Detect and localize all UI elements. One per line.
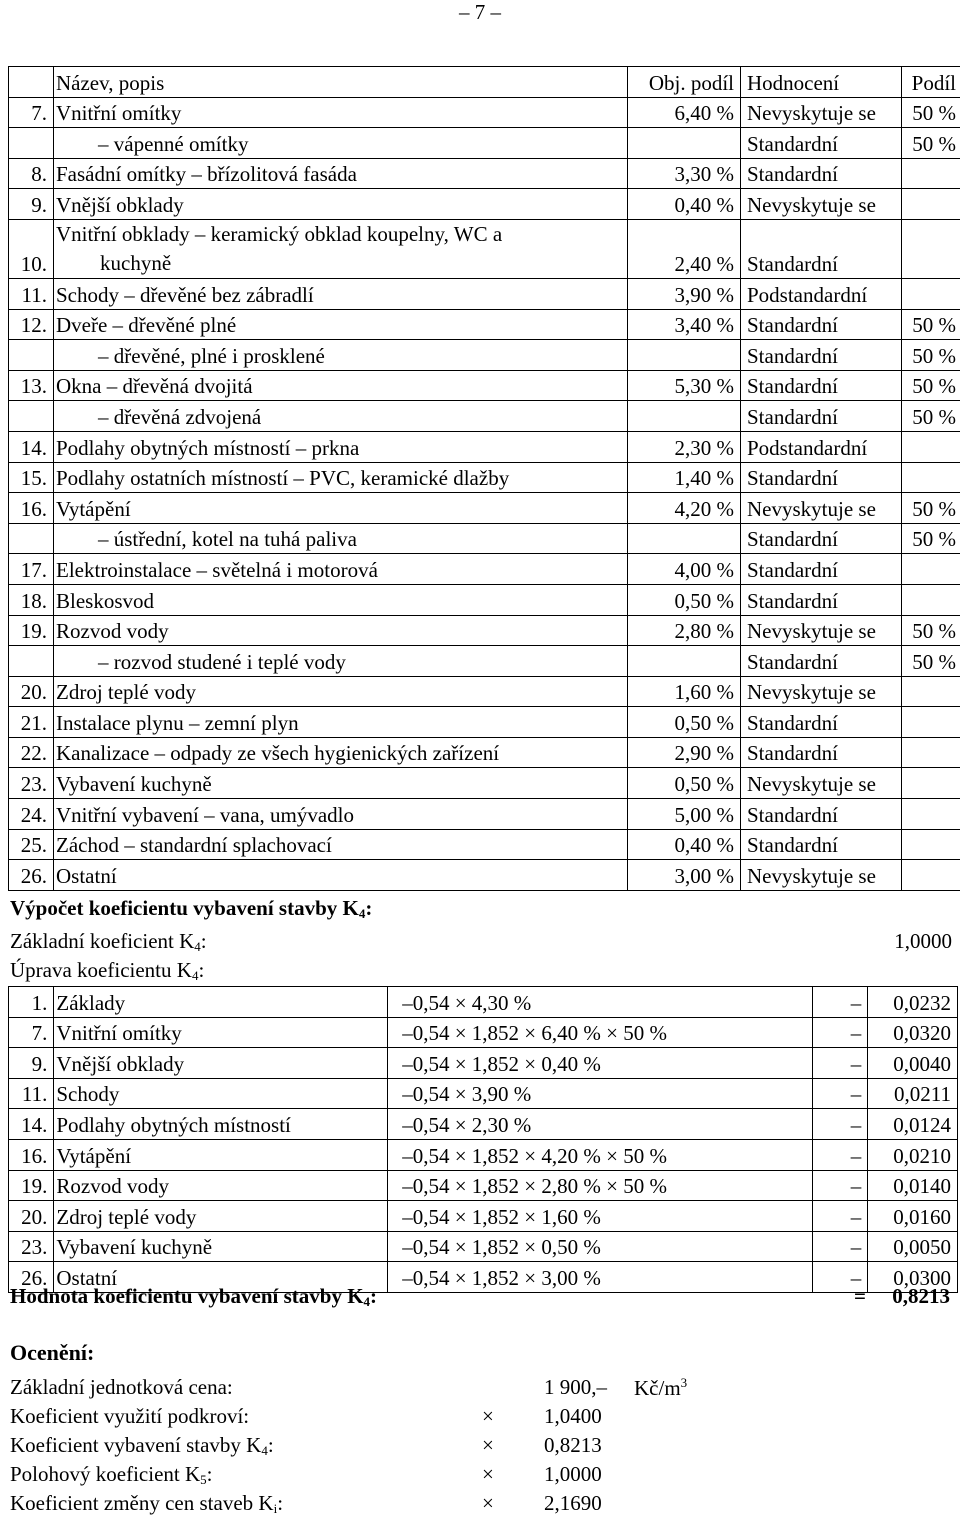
table-row [9, 189, 960, 220]
row-name: Rozvod vody [54, 615, 628, 646]
row-rating: Nevyskytuje se [741, 860, 902, 891]
adj-value: 0,0232 [868, 987, 958, 1018]
table-row [9, 309, 960, 340]
table-row [9, 987, 958, 1018]
adj-num: 16. [9, 1139, 54, 1170]
row-share: 5,00 % [628, 799, 741, 830]
row-rating: Standardní [741, 219, 902, 278]
row-num: 15. [9, 462, 54, 493]
row-share: 3,90 % [628, 278, 741, 309]
table-row [9, 1170, 958, 1201]
adj-name: Vytápění [54, 1139, 388, 1170]
row-part [902, 799, 960, 830]
oceneni-value: 0,8213 [544, 1433, 602, 1458]
row-rating: Standardní [741, 737, 902, 768]
row-part [902, 768, 960, 799]
row-part [902, 860, 960, 891]
k4-adj-label: Úprava koeficientu $K_4$: [10, 958, 204, 984]
row-rating: Standardní [741, 370, 902, 401]
row-share: 4,20 % [628, 493, 741, 524]
table-row [9, 370, 960, 401]
row-part [902, 158, 960, 189]
row-num: 26. [9, 860, 54, 891]
row-part: 50 % [902, 309, 960, 340]
table-row [9, 1048, 958, 1079]
row-name: Vytápění [54, 493, 628, 524]
adj-value: 0,0210 [868, 1139, 958, 1170]
adj-sign: – [812, 1262, 867, 1293]
adj-sign: – [812, 1078, 867, 1109]
adj-formula: –0,54 × 1,852 × 0,50 % [388, 1231, 813, 1262]
row-num: 7. [9, 97, 54, 128]
row-part: 50 % [902, 401, 960, 432]
row-name: Okna – dřevěná dvojitá [54, 370, 628, 401]
multiply-sign: × [482, 1462, 494, 1487]
row-num: 12. [9, 309, 54, 340]
row-rating: Standardní [741, 309, 902, 340]
row-name: Elektroinstalace – světelná i motorová [54, 554, 628, 585]
row-rating: Standardní [741, 401, 902, 432]
row-num: 14. [9, 431, 54, 462]
row-rating: Standardní [741, 158, 902, 189]
row-share: 6,40 % [628, 97, 741, 128]
row-num: 17. [9, 554, 54, 585]
row-share: 1,40 % [628, 462, 741, 493]
table-row [9, 493, 960, 524]
table-row [9, 1017, 958, 1048]
oceneni-value: 1 900,– [544, 1375, 607, 1400]
adj-name: Schody [54, 1078, 388, 1109]
table-row [9, 1139, 958, 1170]
row-name: Kanalizace – odpady ze všech hygienických zařízení [54, 737, 628, 768]
row-num: 21. [9, 707, 54, 738]
adj-formula: –0,54 × 1,852 × 1,60 % [388, 1201, 813, 1232]
adj-value: 0,0211 [868, 1078, 958, 1109]
row-share: 2,90 % [628, 737, 741, 768]
adj-formula: –0,54 × 1,852 × 4,20 % × 50 % [388, 1139, 813, 1170]
table-row [9, 676, 960, 707]
row-part: 50 % [902, 523, 960, 554]
row-name: Schody – dřevěné bez zábradlí [54, 278, 628, 309]
table-row [9, 799, 960, 830]
table-row [9, 278, 960, 309]
row-name: Vnější obklady [54, 189, 628, 220]
row-num [9, 128, 54, 159]
row-name: – dřevěné, plné i prosklené [54, 340, 628, 371]
row-share: 4,00 % [628, 554, 741, 585]
oceneni-label: Koeficient změny cen staveb $K_i$: [10, 1491, 283, 1517]
row-rating: Podstandardní [741, 431, 902, 462]
row-num: 24. [9, 799, 54, 830]
oceneni-label: Koeficient vybavení stavby $K_4$: [10, 1433, 274, 1459]
row-rating: Nevyskytuje se [741, 493, 902, 524]
k4-total-row [10, 1284, 950, 1310]
table-row [9, 401, 960, 432]
header-part: Podíl [902, 67, 960, 98]
row-share: 0,50 % [628, 584, 741, 615]
row-num [9, 401, 54, 432]
row-rating: Standardní [741, 340, 902, 371]
row-num [9, 646, 54, 677]
row-num: 16. [9, 493, 54, 524]
row-rating: Standardní [741, 462, 902, 493]
row-rating: Standardní [741, 799, 902, 830]
oceneni-unit: $Kč/m^3$ [634, 1375, 687, 1401]
k4-base-value: 1,0000 [894, 929, 952, 954]
row-rating: Standardní [741, 829, 902, 860]
row-num: 11. [9, 278, 54, 309]
row-rating: Nevyskytuje se [741, 97, 902, 128]
row-num: 22. [9, 737, 54, 768]
row-num [9, 523, 54, 554]
oceneni-row [10, 1491, 960, 1520]
adj-num: 7. [9, 1017, 54, 1048]
oceneni-label: Polohový koeficient $K_5$: [10, 1462, 212, 1488]
row-rating: Standardní [741, 646, 902, 677]
k4-total-value: 0,8213 [892, 1284, 950, 1309]
table-row [9, 97, 960, 128]
oceneni-label: Základní jednotková cena: [10, 1375, 233, 1400]
adj-num: 9. [9, 1048, 54, 1079]
row-name [54, 219, 628, 278]
table-row [9, 860, 960, 891]
adj-sign: – [812, 1231, 867, 1262]
table-row [9, 646, 960, 677]
row-part: 50 % [902, 615, 960, 646]
oceneni-value: 1,0000 [544, 1462, 602, 1487]
row-part [902, 737, 960, 768]
row-part [902, 676, 960, 707]
row-name: Vnitřní vybavení – vana, umývadlo [54, 799, 628, 830]
row-name: Fasádní omítky – břízolitová fasáda [54, 158, 628, 189]
row-part: 50 % [902, 646, 960, 677]
adj-value: 0,0320 [868, 1017, 958, 1048]
oceneni-row [10, 1433, 960, 1462]
oceneni-row [10, 1462, 960, 1491]
adj-sign: – [812, 1109, 867, 1140]
row-rating: Standardní [741, 554, 902, 585]
row-name: Vnitřní omítky [54, 97, 628, 128]
row-name: Záchod – standardní splachovací [54, 829, 628, 860]
table-row [9, 158, 960, 189]
multiply-sign: × [482, 1491, 494, 1516]
row-share [628, 646, 741, 677]
page-number: – 7 – [0, 0, 960, 24]
row-num [9, 340, 54, 371]
row-share: 2,30 % [628, 431, 741, 462]
row-share: 3,30 % [628, 158, 741, 189]
row-name: – ústřední, kotel na tuhá paliva [54, 523, 628, 554]
table-row [9, 1201, 958, 1232]
table-row [9, 737, 960, 768]
table-row [9, 219, 960, 278]
adj-num: 1. [9, 987, 54, 1018]
header-name: Název, popis [54, 67, 628, 98]
row-rating: Standardní [741, 523, 902, 554]
table-row [9, 1231, 958, 1262]
adj-value: 0,0124 [868, 1109, 958, 1140]
row-num: 20. [9, 676, 54, 707]
adj-sign: – [812, 1048, 867, 1079]
table-row [9, 554, 960, 585]
row-rating: Nevyskytuje se [741, 615, 902, 646]
table-row [9, 829, 960, 860]
adj-num: 26. [9, 1262, 54, 1293]
adj-sign: – [812, 1139, 867, 1170]
adj-formula: –0,54 × 1,852 × 2,80 % × 50 % [388, 1170, 813, 1201]
header-rating: Hodnocení [741, 67, 902, 98]
row-share: 2,80 % [628, 615, 741, 646]
table-row [9, 523, 960, 554]
adj-name: Vybavení kuchyně [54, 1231, 388, 1262]
row-rating: Standardní [741, 707, 902, 738]
row-part: 50 % [902, 340, 960, 371]
k4-title: Výpočet koeficientu vybavení stavby $K_4$: [10, 896, 372, 922]
row-part [902, 219, 960, 278]
table-row [9, 1078, 958, 1109]
row-num: 25. [9, 829, 54, 860]
adj-num: 19. [9, 1170, 54, 1201]
oceneni-title: Ocenění: [10, 1340, 94, 1366]
row-share: 0,40 % [628, 189, 741, 220]
adj-formula: –0,54 × 1,852 × 0,40 % [388, 1048, 813, 1079]
adj-sign: – [812, 1170, 867, 1201]
row-rating: Nevyskytuje se [741, 676, 902, 707]
row-part [902, 584, 960, 615]
table-row [9, 1109, 958, 1140]
row-name: Bleskosvod [54, 584, 628, 615]
row-share: 2,40 % [628, 219, 741, 278]
multiply-sign: × [482, 1404, 494, 1429]
row-name: Podlahy obytných místností – prkna [54, 431, 628, 462]
adj-num: 11. [9, 1078, 54, 1109]
adj-name: Podlahy obytných místností [54, 1109, 388, 1140]
adj-sign: – [812, 987, 867, 1018]
table-row [9, 431, 960, 462]
adj-value: 0,0140 [868, 1170, 958, 1201]
row-name: – rozvod studené i teplé vody [54, 646, 628, 677]
adj-name: Zdroj teplé vody [54, 1201, 388, 1232]
row-rating: Nevyskytuje se [741, 189, 902, 220]
row-name-line2: kuchyně [56, 249, 625, 278]
table-row [9, 340, 960, 371]
row-name: Vybavení kuchyně [54, 768, 628, 799]
row-share: 0,40 % [628, 829, 741, 860]
row-part [902, 431, 960, 462]
row-part [902, 554, 960, 585]
row-rating: Podstandardní [741, 278, 902, 309]
adj-num: 20. [9, 1201, 54, 1232]
row-part [902, 462, 960, 493]
row-name: – dřevěná zdvojená [54, 401, 628, 432]
building-elements-table [8, 66, 960, 891]
adj-num: 14. [9, 1109, 54, 1140]
adj-value: 0,0050 [868, 1231, 958, 1262]
table-row [9, 768, 960, 799]
row-num: 10. [9, 219, 54, 278]
row-name-line1: Vnitřní obklady – keramický obklad koupelny, WC a [56, 220, 625, 249]
row-num: 9. [9, 189, 54, 220]
adj-sign: – [812, 1017, 867, 1048]
row-part [902, 707, 960, 738]
row-num: 13. [9, 370, 54, 401]
adj-value: 0,0300 [868, 1262, 958, 1293]
row-share: 3,00 % [628, 860, 741, 891]
row-share: 5,30 % [628, 370, 741, 401]
row-num: 8. [9, 158, 54, 189]
row-share [628, 401, 741, 432]
adj-formula: –0,54 × 3,90 % [388, 1078, 813, 1109]
k4-base-label: Základní koeficient $K_4$: [10, 929, 207, 955]
header-num [9, 67, 54, 98]
row-share: 3,40 % [628, 309, 741, 340]
k4-total-label: Hodnota koeficientu vybavení stavby $K_4$: [10, 1284, 377, 1308]
table-row [9, 615, 960, 646]
k4-adjustment-table [8, 986, 958, 1293]
row-part [902, 278, 960, 309]
adj-value: 0,0040 [868, 1048, 958, 1079]
oceneni-value: 2,1690 [544, 1491, 602, 1516]
table-row [9, 128, 960, 159]
header-share: Obj. podíl [628, 67, 741, 98]
adj-formula: –0,54 × 2,30 % [388, 1109, 813, 1140]
row-name: Zdroj teplé vody [54, 676, 628, 707]
row-part: 50 % [902, 370, 960, 401]
row-part: 50 % [902, 97, 960, 128]
row-part: 50 % [902, 493, 960, 524]
table-row [9, 584, 960, 615]
adj-formula: –0,54 × 1,852 × 3,00 % [388, 1262, 813, 1293]
table-row [9, 707, 960, 738]
oceneni-row [10, 1404, 960, 1433]
oceneni-row [10, 1375, 960, 1404]
adj-formula: –0,54 × 4,30 % [388, 987, 813, 1018]
row-num: 23. [9, 768, 54, 799]
row-part [902, 829, 960, 860]
row-share [628, 340, 741, 371]
adj-sign: – [812, 1201, 867, 1232]
row-name: Instalace plynu – zemní plyn [54, 707, 628, 738]
row-rating: Nevyskytuje se [741, 768, 902, 799]
oceneni-label: Koeficient využití podkroví: [10, 1404, 249, 1429]
row-name: Podlahy ostatních místností – PVC, keramické dlažby [54, 462, 628, 493]
adj-name: Ostatní [54, 1262, 388, 1293]
row-rating: Standardní [741, 584, 902, 615]
row-share [628, 128, 741, 159]
adj-num: 23. [9, 1231, 54, 1262]
row-num: 18. [9, 584, 54, 615]
row-name: – vápenné omítky [54, 128, 628, 159]
row-share [628, 523, 741, 554]
adj-name: Vnitřní omítky [54, 1017, 388, 1048]
row-rating: Standardní [741, 128, 902, 159]
row-part [902, 189, 960, 220]
multiply-sign: × [482, 1433, 494, 1458]
row-num: 19. [9, 615, 54, 646]
row-share: 0,50 % [628, 707, 741, 738]
row-name: Ostatní [54, 860, 628, 891]
adj-value: 0,0160 [868, 1201, 958, 1232]
row-name: Dveře – dřevěné plné [54, 309, 628, 340]
adj-name: Vnější obklady [54, 1048, 388, 1079]
adj-formula: –0,54 × 1,852 × 6,40 % × 50 % [388, 1017, 813, 1048]
adj-name: Rozvod vody [54, 1170, 388, 1201]
adj-name: Základy [54, 987, 388, 1018]
row-share: 0,50 % [628, 768, 741, 799]
oceneni-value: 1,0400 [544, 1404, 602, 1429]
k4-total-eq: = [854, 1284, 866, 1309]
row-share: 1,60 % [628, 676, 741, 707]
table-row [9, 462, 960, 493]
row-part: 50 % [902, 128, 960, 159]
table-header-row [9, 67, 960, 98]
